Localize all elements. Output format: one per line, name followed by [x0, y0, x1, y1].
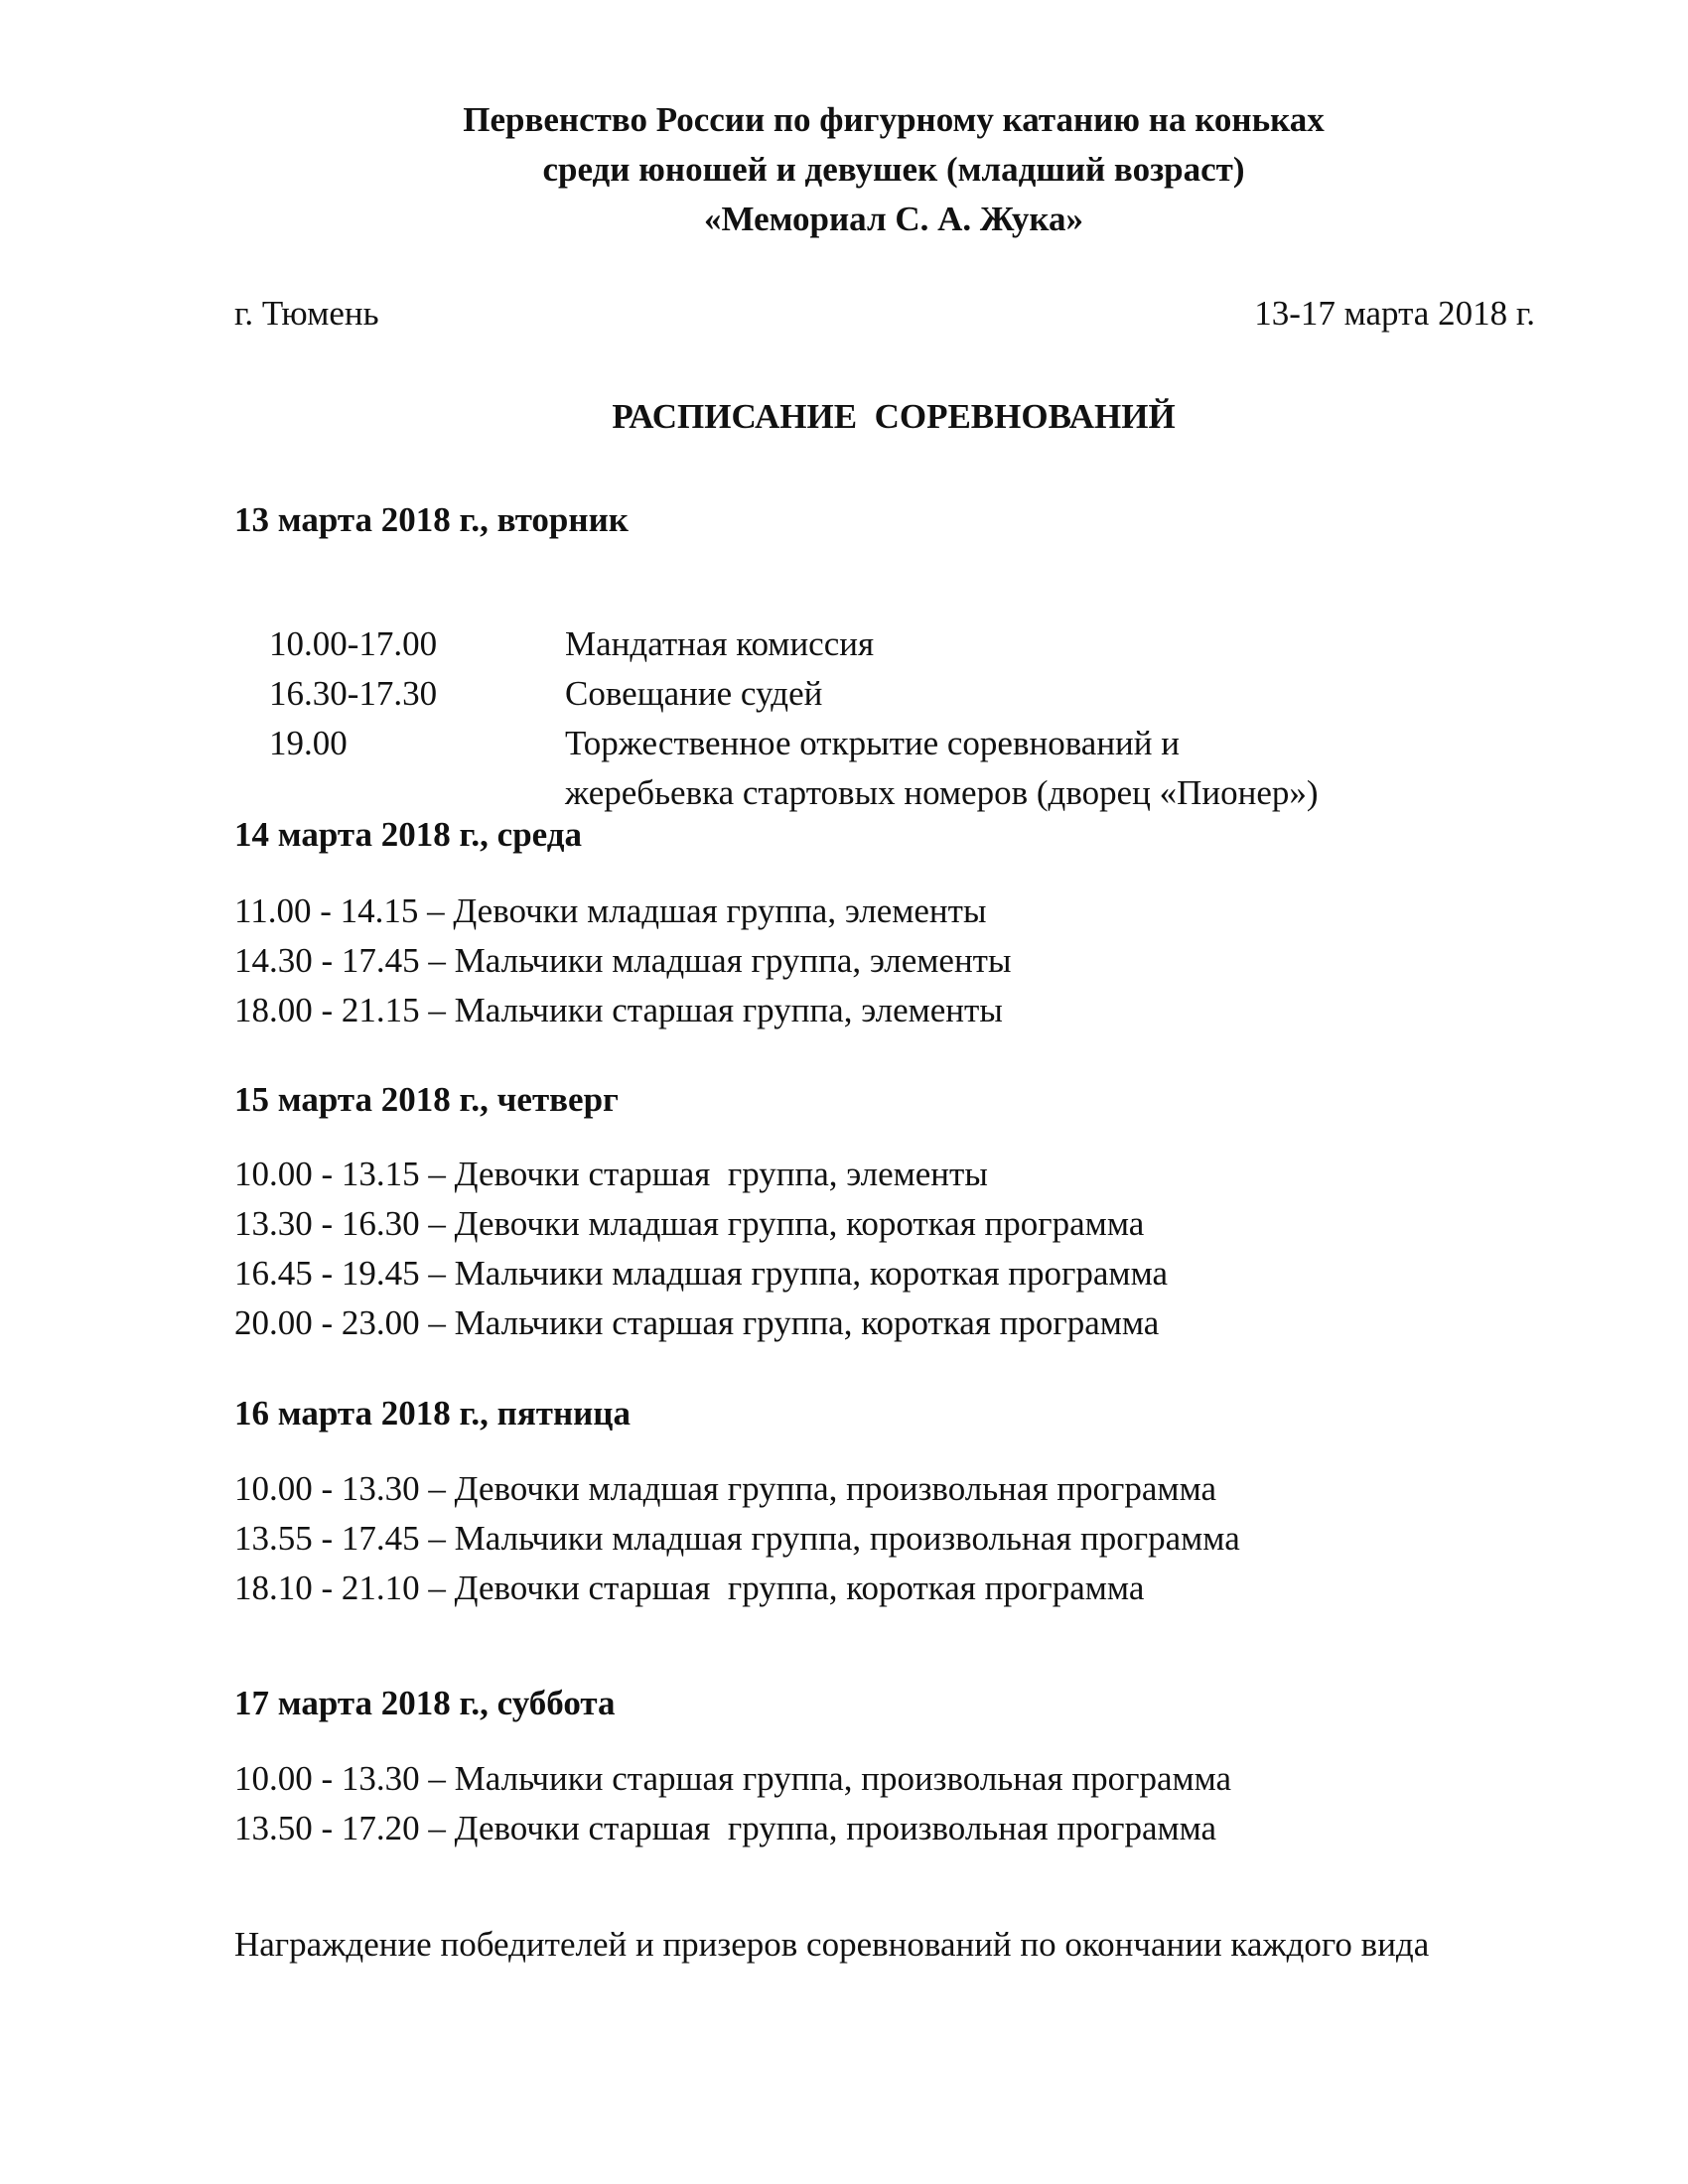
schedule-row: 13.30 - 16.30 – Девочки младшая группа, короткая программа — [234, 1204, 1145, 1243]
schedule-description: жеребьевка стартовых номеров (дворец «Пионер») — [565, 773, 1319, 812]
schedule-row: 16.45 - 19.45 – Мальчики младшая группа, короткая программа — [234, 1254, 1169, 1293]
schedule-description: Мандатная комиссия — [565, 624, 875, 663]
schedule-description: Совещание судей — [565, 674, 823, 713]
day-heading: 16 марта 2018 г., пятница — [234, 1394, 631, 1433]
schedule-row: 14.30 - 17.45 – Мальчики младшая группа, элементы — [234, 941, 1012, 980]
schedule-description: Торжественное открытие соревнований и — [565, 724, 1180, 762]
schedule-row: 20.00 - 23.00 – Мальчики старшая группа, короткая программа — [234, 1303, 1160, 1342]
schedule-row: 10.00 - 13.30 – Девочки младшая группа, произвольная программа — [234, 1469, 1217, 1508]
schedule-title: РАСПИСАНИЕ СОРЕВНОВАНИЙ — [612, 397, 1176, 436]
day-heading: 14 марта 2018 г., среда — [234, 815, 582, 854]
city: г. Тюмень — [234, 294, 379, 333]
day-heading: 17 марта 2018 г., суббота — [234, 1684, 616, 1722]
schedule-row: 18.10 - 21.10 – Девочки старшая группа, короткая программа — [234, 1569, 1145, 1607]
schedule-row: 18.00 - 21.15 – Мальчики старшая группа, элементы — [234, 991, 1003, 1029]
header-line-3: «Мемориал С. А. Жука» — [704, 200, 1083, 238]
schedule-row: 11.00 - 14.15 – Девочки младшая группа, элементы — [234, 891, 987, 930]
schedule-time: 16.30-17.30 — [269, 674, 438, 713]
header-line-1: Первенство России по фигурному катанию на коньках — [463, 100, 1325, 139]
schedule-row: 10.00 - 13.30 – Мальчики старшая группа, произвольная программа — [234, 1759, 1232, 1798]
schedule-row: 13.55 - 17.45 – Мальчики младшая группа, произвольная программа — [234, 1519, 1240, 1558]
day-heading: 13 марта 2018 г., вторник — [234, 500, 629, 539]
document-header — [0, 95, 1688, 244]
schedule-time: 10.00-17.00 — [269, 624, 438, 663]
header-line-2: среди юношей и девушек (младший возраст) — [542, 150, 1245, 189]
schedule-time: 19.00 — [269, 724, 348, 762]
schedule-row: 13.50 - 17.20 – Девочки старшая группа, произвольная программа — [234, 1809, 1217, 1847]
event-dates: 13-17 марта 2018 г. — [1254, 294, 1535, 333]
schedule-row: 10.00 - 13.15 – Девочки старшая группа, элементы — [234, 1155, 988, 1193]
day-heading: 15 марта 2018 г., четверг — [234, 1080, 619, 1119]
awards-note: Награждение победителей и призеров соревнований по окончании каждого вида — [234, 1925, 1430, 1964]
